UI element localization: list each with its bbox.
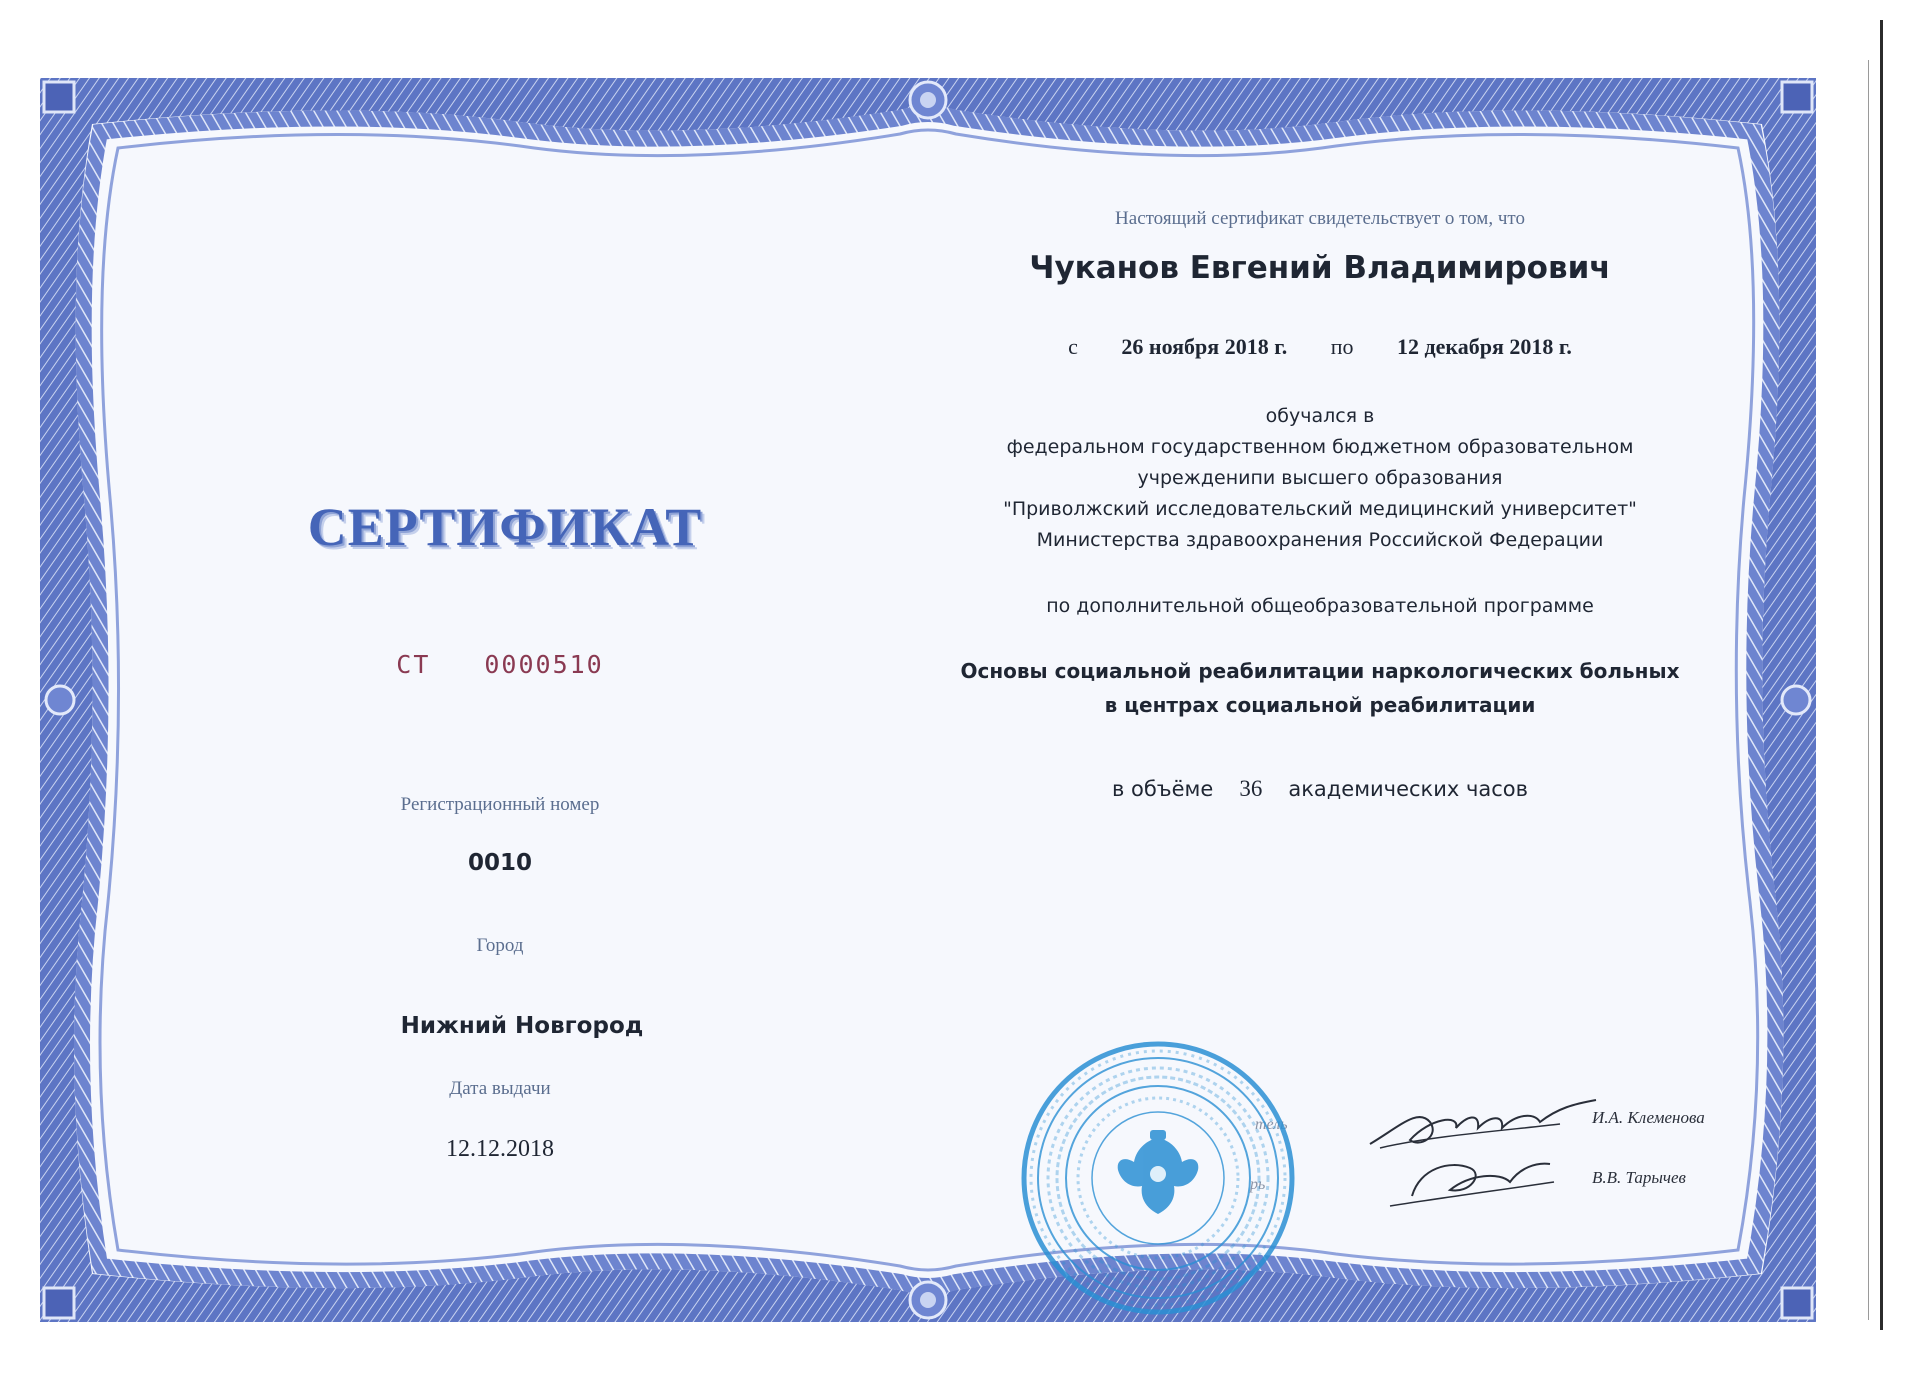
- date-from: 26 ноября 2018 г.: [1121, 334, 1288, 359]
- scan-edge-dark: [1880, 20, 1883, 1330]
- intro-text: Настоящий сертификат свидетельствует о том, что: [1115, 208, 1525, 229]
- institution-block: [940, 401, 1700, 556]
- signatory-role-1: тель: [1255, 1116, 1288, 1133]
- to-word: по: [1330, 334, 1354, 359]
- institution-line: Министерства здравоохранения Российской Федерации: [1036, 529, 1604, 551]
- studied-text: обучался в: [1265, 405, 1375, 427]
- institution-line: "Приволжский исследовательский медицинский университет": [1003, 498, 1637, 520]
- program-line: в центрах социальной реабилитации: [1104, 693, 1536, 717]
- institution-line: учрежденипи высшего образования: [1137, 467, 1503, 489]
- city-value: Нижний Новгород: [400, 1013, 644, 1039]
- program-title: [940, 654, 1700, 722]
- signatory-role-2: рь: [1250, 1176, 1266, 1193]
- registration-label: Регистрационный номер: [400, 794, 600, 815]
- city-label: Город: [476, 935, 524, 956]
- holder-name: Чуканов Евгений Владимирович: [1029, 250, 1611, 286]
- study-period: [940, 334, 1700, 360]
- signatory-name-1: И.А. Клеменова: [1592, 1108, 1705, 1127]
- russian-eagle-emblem-icon: [1118, 1130, 1199, 1214]
- date-to: 12 декабря 2018 г.: [1396, 334, 1572, 359]
- signatory-name-2: В.В. Тарычев: [1592, 1168, 1686, 1187]
- scan-edge-light: [1868, 60, 1869, 1320]
- volume-prefix: в объёме: [1111, 777, 1214, 801]
- official-stamp: [1018, 1038, 1298, 1318]
- serial-digits: 0000510: [484, 650, 604, 679]
- registration-number: 0010: [467, 850, 532, 876]
- volume-hours: 36: [1239, 776, 1263, 801]
- volume-suffix: академических часов: [1288, 777, 1529, 801]
- program-intro: по дополнительной общеобразовательной программе: [1046, 595, 1594, 617]
- institution-line: федеральном государственном бюджетном образовательном: [1006, 436, 1634, 458]
- issue-date-value: 12.12.2018: [446, 1136, 554, 1162]
- handwritten-signatures: [1360, 1078, 1600, 1218]
- serial-series: СТ: [396, 650, 431, 679]
- volume-line: [940, 776, 1700, 802]
- from-word: с: [1068, 334, 1078, 359]
- program-line: Основы социальной реабилитации наркологических больных: [960, 659, 1680, 683]
- issue-date-label: Дата выдачи: [449, 1078, 551, 1099]
- serial-number: [290, 650, 710, 679]
- certificate-title: СЕРТИФИКАТ: [307, 497, 703, 557]
- certificate-sheet: [40, 78, 1816, 1322]
